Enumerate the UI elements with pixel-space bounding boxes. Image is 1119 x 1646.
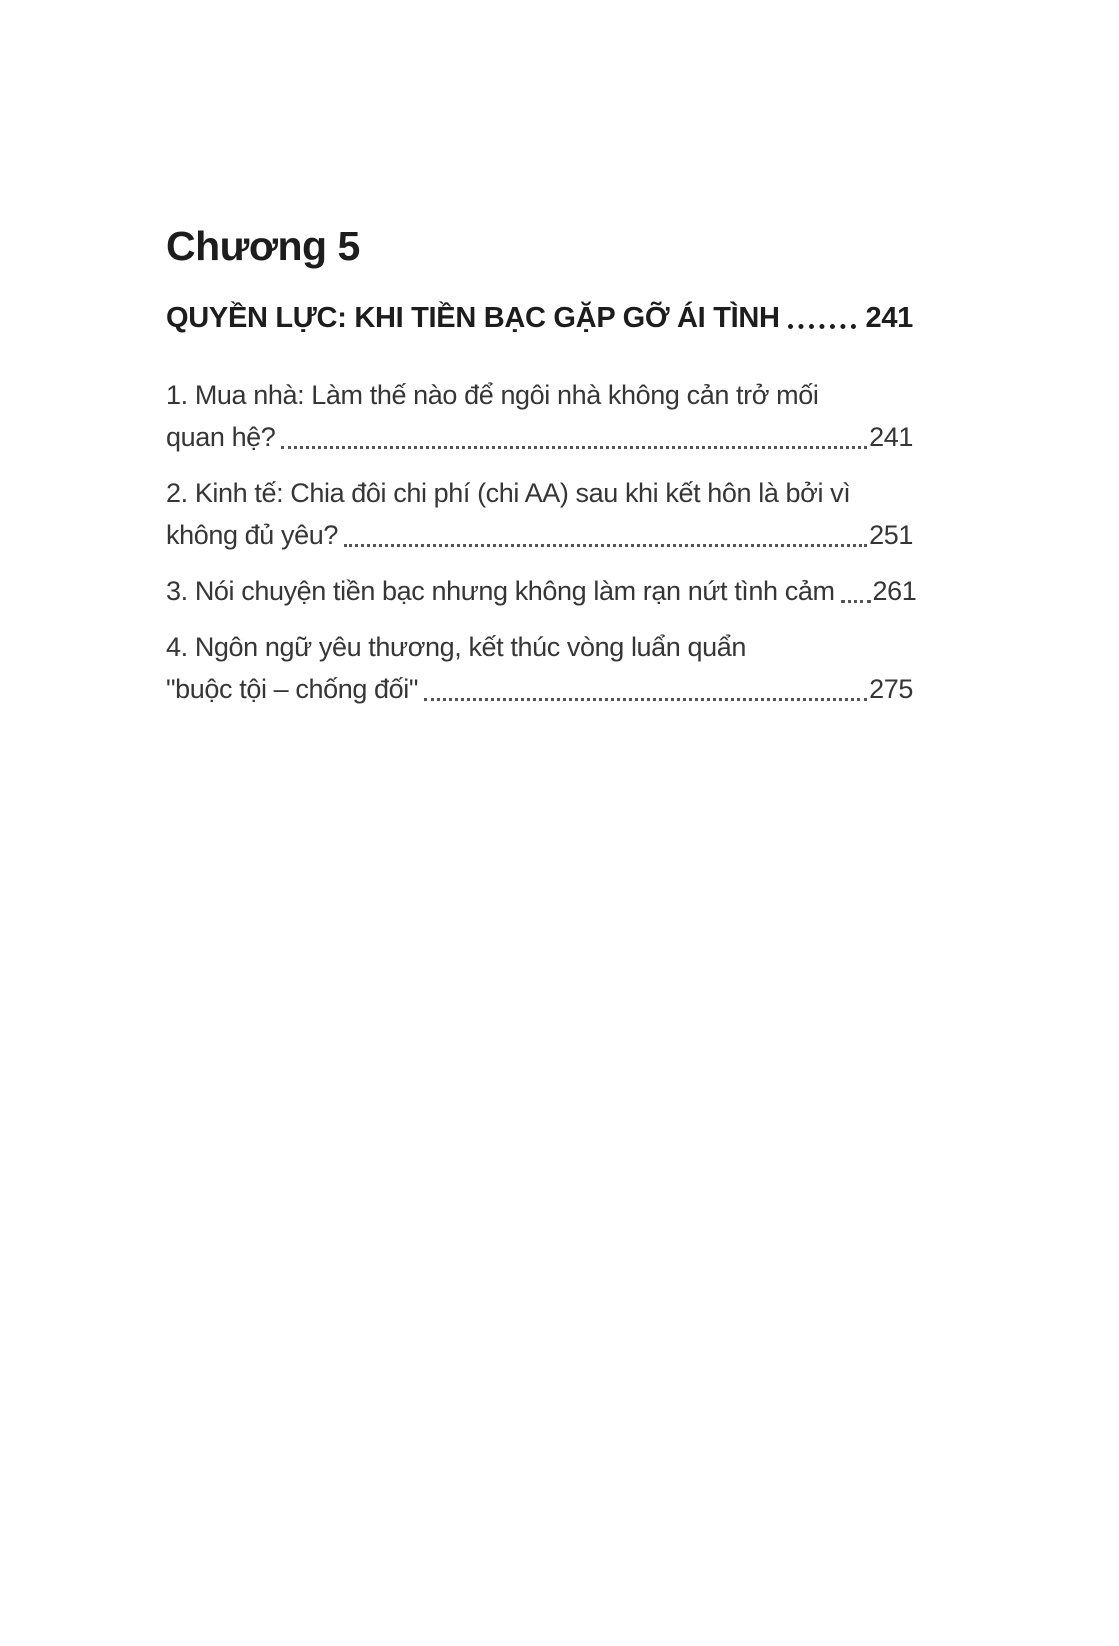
toc-entry-text: 4. Ngôn ngữ yêu thương, kết thúc vòng luẩn quẩn bbox=[166, 632, 746, 662]
dot-leader bbox=[281, 446, 867, 449]
toc-entry-text: không đủ yêu? bbox=[166, 520, 338, 550]
dot-leader bbox=[841, 600, 871, 603]
dot-leader bbox=[788, 324, 856, 329]
chapter-title-row bbox=[166, 300, 913, 336]
toc-entry-row bbox=[166, 668, 913, 710]
toc-entry-text: "buộc tội – chống đối" bbox=[166, 674, 419, 704]
toc-entry-3 bbox=[166, 570, 917, 612]
chapter-label: Chương 5 bbox=[166, 223, 360, 269]
page-number: 251 bbox=[869, 520, 913, 550]
toc-entry-text: 3. Nói chuyện tiền bạc nhưng không làm rạn nứt tình cảm bbox=[166, 576, 835, 606]
page-number: 261 bbox=[872, 576, 917, 606]
dot-leader bbox=[344, 544, 867, 547]
chapter-page-number: 241 bbox=[865, 302, 913, 334]
toc-entry-1 bbox=[166, 374, 913, 458]
toc-entry-row bbox=[166, 570, 917, 612]
toc-entry-text: quan hệ? bbox=[166, 422, 276, 452]
toc-entry-text: 1. Mua nhà: Làm thế nào để ngôi nhà không cản trở mối bbox=[166, 380, 819, 410]
toc-entry-text: 2. Kinh tế: Chia đôi chi phí (chi AA) sau khi kết hôn là bởi vì bbox=[166, 478, 851, 508]
toc-entry-row bbox=[166, 416, 913, 458]
page-number: 241 bbox=[869, 422, 913, 452]
chapter-title: QUYỀN LỰC: KHI TIỀN BẠC GẶP GỠ ÁI TÌNH bbox=[166, 302, 780, 334]
toc-entry-row bbox=[166, 514, 913, 556]
page-number: 275 bbox=[869, 674, 913, 704]
toc-entry-2 bbox=[166, 472, 913, 556]
dot-leader bbox=[424, 698, 867, 701]
toc-entry-4 bbox=[166, 626, 913, 710]
